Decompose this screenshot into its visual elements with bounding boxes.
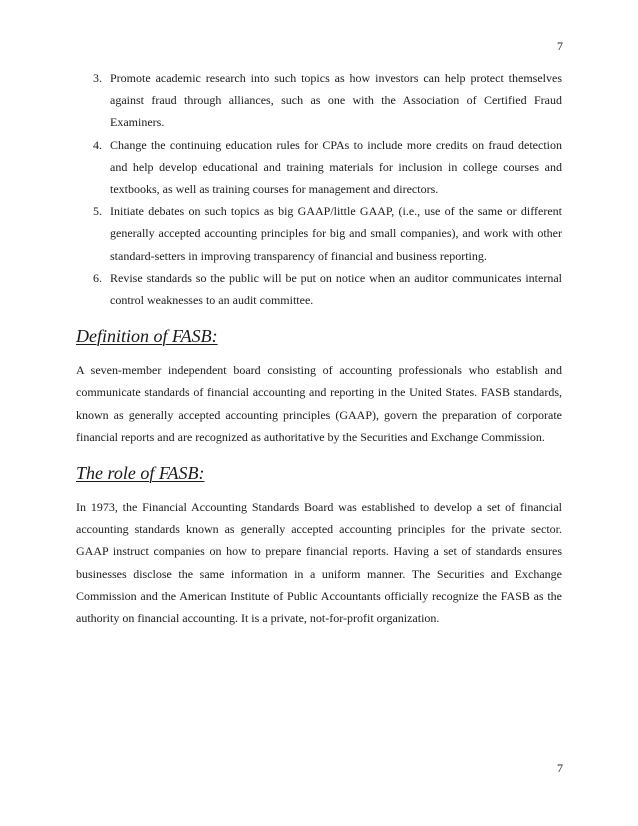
role-heading: The role of FASB: <box>76 463 205 484</box>
definition-heading: Definition of FASB: <box>76 326 218 347</box>
page-number-bottom: 7 <box>557 761 563 775</box>
list-item-text: Change the continuing education rules for CPAs to include more credits on fraud detection and help develop educational and training materials for inclusion in college courses and textbooks, as well as training courses for management and directors. <box>110 137 562 197</box>
list-item <box>76 267 562 311</box>
list-item <box>76 67 562 134</box>
list-item-number: 3. <box>93 71 102 85</box>
list-item <box>76 134 562 201</box>
list-item-text: Initiate debates on such topics as big GAAP/little GAAP, (i.e., use of the same or different generally accepted accounting principles for big and small companies), and work with other standard-setters in improving transparency of financial and business reporting. <box>110 204 562 263</box>
list-item-number: 5. <box>93 204 102 219</box>
numbered-list <box>76 67 562 311</box>
list-item-text: Promote academic research into such topics as how investors can help protect themselves against fraud through alliances, such as one with the Association of Certified Fraud Examiners. <box>110 71 562 130</box>
list-item-number: 6. <box>93 270 102 285</box>
definition-paragraph: A seven-member independent board consisting of accounting professionals who establish and communicate standards of financial accounting and reporting in the United States. FASB standards, known as generally accepted accounting principles (GAAP), govern the preparation of corporate financial reports and are recognized as authoritative by the Securities and Exchange Commission. <box>76 363 562 444</box>
list-item <box>76 200 562 267</box>
list-item-text: Revise standards so the public will be put on notice when an auditor communicates internal control weaknesses to an audit committee. <box>110 270 562 308</box>
role-paragraph: In 1973, the Financial Accounting Standards Board was established to develop a set of financial accounting standards known as generally accepted accounting principles for the private sector. GAAP instruct companies on how to prepare financial reports. Having a set of standards ensures businesses disclose the same information in a uniform manner. The Securities and Exchange Commission and the American Institute of Public Accountants officially recognize the FASB as the authority on financial accounting. It is a private, not-for-profit organization. <box>76 500 562 626</box>
page-number-top: 7 <box>557 39 563 53</box>
list-item-number: 4. <box>93 137 102 152</box>
document-body <box>76 67 562 629</box>
